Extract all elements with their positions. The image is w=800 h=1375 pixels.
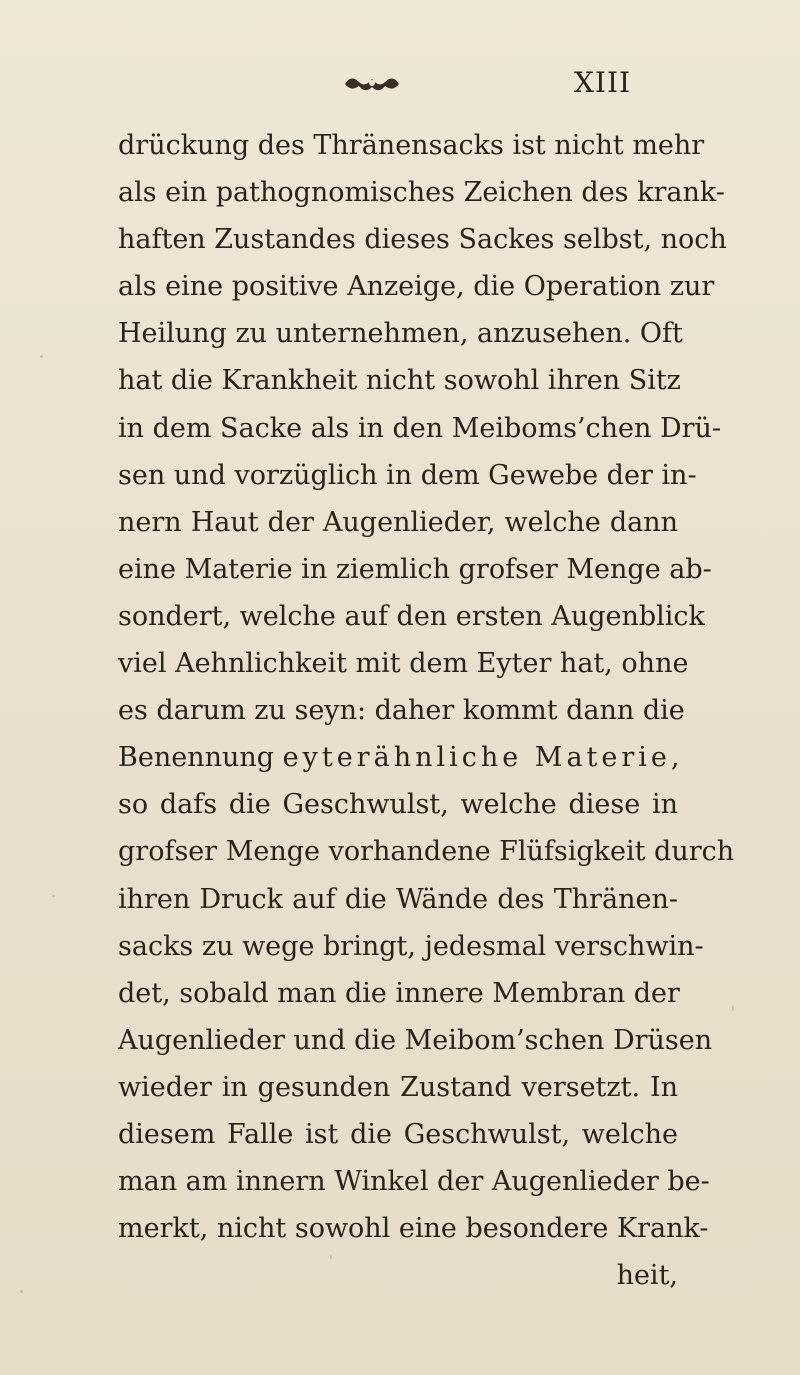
text-line: in dem Sacke als in den Meiboms’chen Drü- <box>118 412 722 444</box>
body-text <box>118 122 735 1299</box>
text-line: sondert, welche auf den ersten Augenblick <box>118 600 705 632</box>
spaced-term: eyterähnliche Materie, <box>282 742 684 774</box>
paper-speck <box>275 1180 277 1185</box>
text-line: viel Aehnlichkeit mit dem Eyter hat, ohne <box>118 648 689 680</box>
text-line: sen und vorzüglich in dem Gewebe der in- <box>118 459 697 491</box>
catchword: heit, <box>616 1260 678 1292</box>
text-line: als eine positive Anzeige, die Operation zur <box>118 271 715 303</box>
paper-speck <box>40 355 43 358</box>
text-line: man am innern Winkel der Augenlieder be- <box>118 1166 710 1198</box>
text-line: nern Haut der Augenlieder, welche dann <box>118 506 678 538</box>
paper-speck <box>52 895 55 897</box>
text-line: so dafs die Geschwulst, welche diese in <box>118 789 678 821</box>
text-line: det, sobald man die innere Membran der <box>118 977 680 1009</box>
paper-speck <box>330 1255 332 1259</box>
text-line: ihren Druck auf die Wände des Thränen- <box>118 883 678 915</box>
text-line: als ein pathognomisches Zeichen des krank- <box>118 177 725 209</box>
text-line: hat die Krankheit nicht sowohl ihren Sitz <box>118 365 681 397</box>
page-number: XIII <box>574 66 632 99</box>
text-line: eine Materie in ziemlich grofser Menge ab- <box>118 553 712 585</box>
text-line: haften Zustandes dieses Sackes selbst, noch <box>118 224 727 256</box>
text-line: Augenlieder und die Meibom’schen Drüsen <box>118 1024 713 1056</box>
text-line: drückung des Thränensacks ist nicht mehr <box>118 130 705 161</box>
printer-ornament-icon <box>343 70 401 96</box>
text-line: grofser Menge vorhandene Flüfsigkeit durch <box>118 836 735 868</box>
text-line: es darum zu seyn: daher kommt dann die <box>118 695 685 727</box>
text-line: sacks zu wege bringt, jedesmal verschwin- <box>118 930 704 962</box>
paper-speck <box>20 1290 23 1293</box>
text-line: merkt, nicht sowohl eine besondere Krank- <box>118 1213 709 1245</box>
text-line: wieder in gesunden Zustand versetzt. In <box>118 1071 678 1103</box>
text-line: diesem Falle ist die Geschwulst, welche <box>118 1118 678 1150</box>
text-line-spaced <box>118 734 684 781</box>
paper-speck <box>732 1005 734 1011</box>
text-line-prefix: Benennung <box>118 742 275 774</box>
text-line: Heilung zu unternehmen, anzusehen. Oft <box>118 318 683 350</box>
